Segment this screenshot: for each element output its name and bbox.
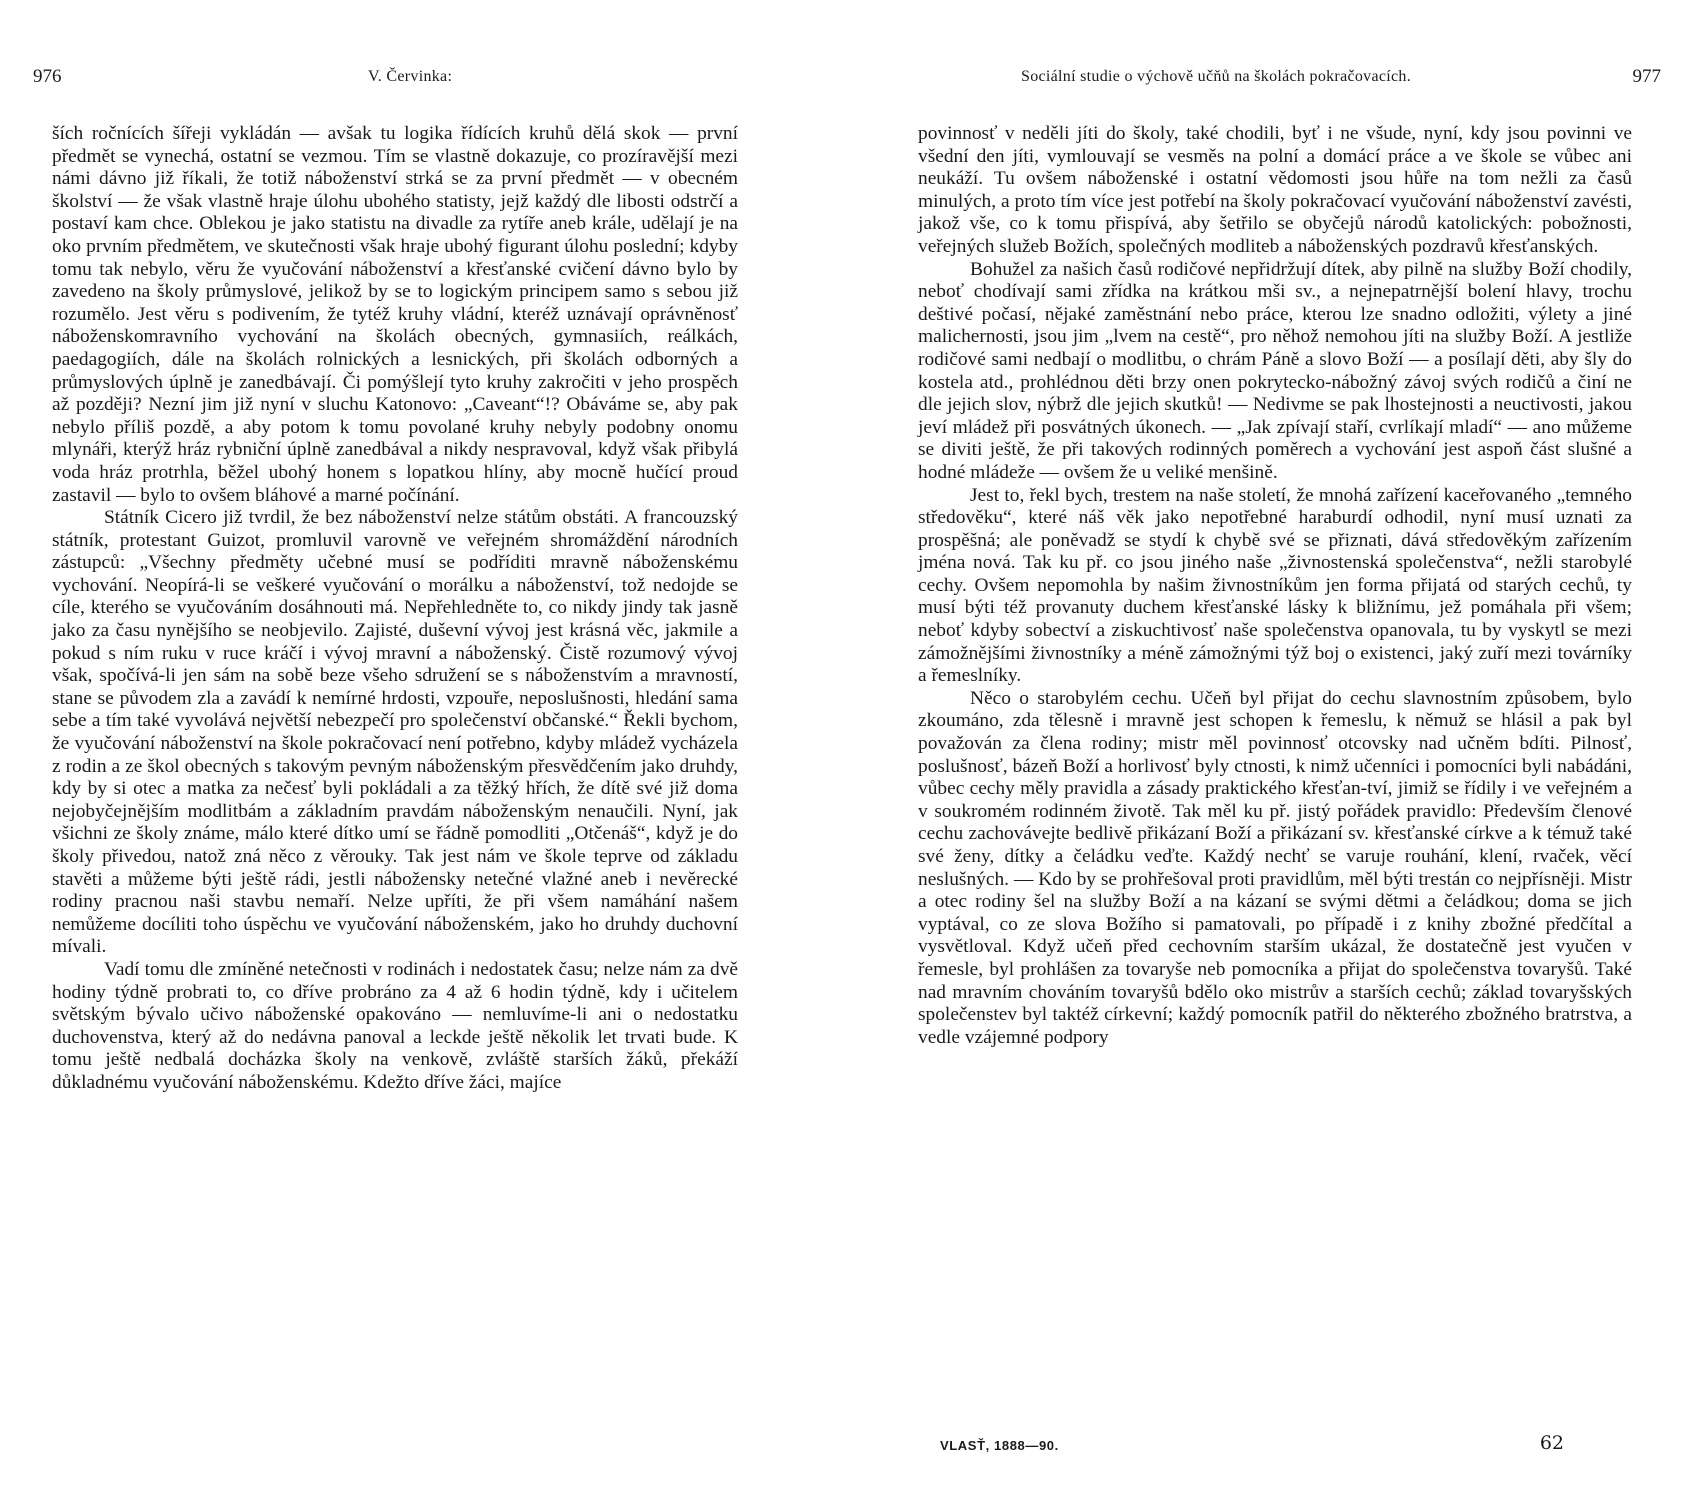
paragraph: Bohužel za našich časů rodičové nepřidržují dítek, aby pilně na služby Boží chodily, neboť chodívají sami zřídka na krátkou mši sv., a nejnepatrnější bolení hlavy, trochu deštivé počasí, nějaké zaměstnání nebo práce, kterou lze snadno odložiti, výlety a jiné malichernosti, jsou jim „lvem na cestě“, pro něhož nemohou jíti na služby Boží. A jestliže rodičové sami nedbají o modlitbu, o chrám Páně a slovo Boží — a posílají děti, aby šly do kostela atd., prohlédnou děti brzy onen pokrytecko-nábožný závoj svých rodičů a činí ne dle jejich slov, nýbrž dle jejich skutků! — Nedivme se pak lhostejnosti a neuctivosti, jakou jeví mládež při posvátných úkonech. — „Jak zpívají staří, cvrlíkají mladí“ — ano můžeme se diviti ještě, že při takových rodinných poměrech a vychování jest aspoň část slušné a hodné mládeže — ovšem že u veliké menšině. [918,258,1632,483]
sheet-number: 62 [1539,1432,1564,1454]
paragraph: Státník Cicero již tvrdil, že bez náboženství nelze státům obstáti. A francouzský státník, protestant Guizot, promluvil varovně ve veřejném shromáždění národních zástupců: „Všechny předměty učebné musí se podříditi mravně náboženskému vychování. Neopírá-li se veškeré vyučování o morálku a náboženství, tož nedojde se cíle, kterého se vyučováním dosáhnouti má. Nepřehledněte to, co nikdy jindy tak jasně jako za času nynějšího se neobjevilo. Zajisté, duševní vývoj jest krásná věc, jakmile a pokud s ním ruku v ruce kráčí i vývoj mravní a náboženský. Čistě rozumový vývoj však, spočívá-li jen sám na sobě beze všeho sdružení se s náboženstvím a mravností, stane se původem zla a zavádí k nemírné hrdosti, vzpouře, neposlušnosti, hledání sama sebe a tím také vyvolává největší nebezpečí pro společenství občanské.“ Řekli bychom, že vyučování náboženství na škole pokračovací není potřebno, kdyby mládež vycházela z rodin a ze škol obecných s takovým pevným náboženským přesvědčením jako druhdy, kdy by si otec a matka za nečesť byli pokládali a za těžký hřích, že dítě své již doma nejobyčejnějším modlitbám a základním pravdám náboženským nenaučili. Nyní, jak všichni ze školy známe, málo které dítko umí se řádně pomodliti „Otčenáš“, když je do školy přivedou, natož zná něco z věrouky. Tak jest nám ve škole teprve od základu stavěti a můžeme býti ještě rádi, jestli nábožensky netečné vlažné aneb i nevěrecké rodiny pracnou naši stavbu nemaří. Nelze upříti, že při všem namáhání našem nemůžeme docíliti toho úspěchu ve vyučování náboženském, jako ho druhdy duchovní mívali. [52,507,738,958]
paragraph: Jest to, řekl bych, trestem na naše století, že mnohá zařízení kaceřovaného „temného středověku“, které náš věk jako nepotřebné haraburdí odhodil, nyní musí uznati za prospěšná; ale poněvadž se stydí k chybě své se přiznati, dává středověkým zařízením jména nová. Tak ku př. co jsou jiného naše „živnostenská společenstva“, nežli starobylé cechy. Ovšem nepomohla by našim živnostníkům jen forma přijatá od starých cechů, ty musí býti též provanuty duchem křesťanské lásky k bližnímu, jež pomáhala při všem; neboť kdyby sobectví a ziskuchtivosť naše společenstva opanovala, tu by vyskytl se mezi zámožnějšími živnostníky a méně zámožnými týž boj o existenci, jaký zuří mezi továrníky a řemeslníky. [918,484,1632,687]
right-body-text [918,123,1632,1049]
right-running-title: Sociální studie o výchově učňů na školách pokračovacích. [1021,68,1412,85]
paragraph: Něco o starobylém cechu. Učeň byl přijat do cechu slavnostním způsobem, bylo zkoumáno, zda tělesně i mravně jest schopen k řemeslu, k němuž se hlásil a pak byl považován za člena rodiny; mistr měl povinnosť otcovsky nad učněm bdíti. Pilnosť, poslušnosť, bázeň Boží a horlivosť byly ctnosti, k nimž učenníci i pomocníci byli nabádáni, vůbec cechy měly pravidla a zásady praktického křesťan-tví, jimiž se řídily i ve veřejném a v soukromém rodinném životě. Tak měl ku př. jistý pořádek pravidlo: Především členové cechu zachovávejte bedlivě přikázaní Boží a přikázaní sv. křesťanské církve a k témuž také své ženy, dítky a čeládku veďte. Každý nechť se varuje rouhání, klení, rvaček, věcí neslušných. — Kdo by se prohřešoval proti pravidlům, měl býti trestán co nejpřísněji. Mistr a otec rodiny šel na služby Boží a na kázaní se svými dětmi a čeládkou; doma se jich vyptával, co ze slova Božího si pamatovali, po případě i z knihy zbožné předčítal a vysvětloval. Když učeň před cechovním starším ukázal, že dostatečně jest vyučen v řemesle, byl prohlášen za tovaryše neb pomocníka a přijat do společenstva tovaryšů. Také nad mravním chováním tovaryšů bdělo oko mistrův a starších cechů; základ tovaryšských společenstev byl taktéž církevní; každý pomocník patřil do některého zbožného bratrstva, a vedle vzájemné podpory [918,687,1632,1048]
paragraph: povinnosť v neděli jíti do školy, také chodili, byť i ne všude, nyní, kdy jsou povinni ve všední den jíti, vymlouvají se vesměs na polní a domácí práce a ve škole se vůbec ani neukáží. Tu ovšem náboženské i ostatní vědomosti jsou hůře na tom nežli za časů minulých, a proto tím více jest potřebí na školy pokračovací vyučování náboženství zavésti, jakož vše, co k tomu přispívá, aby šetřilo se obyčejů národů katolických: pobožnosti, veřejných služeb Božích, společných modliteb a náboženských pozdravů křesťanských. [918,123,1632,257]
left-page-number: 976 [33,66,62,87]
right-footer [940,1432,1564,1460]
printer-signature: VLASŤ, 1888—90. [940,1438,1059,1453]
paragraph: ších ročnících šířeji vykládán — avšak tu logika řídících kruhů dělá skok — první předmět se vynechá, ostatní se vezmou. Tím se vlastně dokazuje, co prozíravější mezi námi dávno již říkali, že totiž náboženství strká se za první předmět — v obecném školství — že však vlastně hraje úlohu ubohého statisty, jejž každý dle libosti odstrčí a postaví kam chce. Oblekou je jako statistu na divadle za rytíře aneb krále, udělají je na oko prvním předmětem, ve skutečnosti však hraje ubohý figurant úlohu poslední; kdyby tomu tak nebylo, věru že vyučování náboženství a křesťanské cvičení dávno bylo by zavedeno na školy průmyslové, jelikož by se to logickým principem samo s sebou již rozumělo. Jest věru s podivením, že tytéž kruhy vládní, kteréž uznávají oprávněnosť náboženskomravního vychování na školách obecných, gymnasiích, reálkách, paedagogiích, dále na školách rolnických a lesnických, při školách odborných a průmyslových úplně je zanedbávají. Či pomýšlejí tyto kruhy zakročiti v jeho prospěch až později? Nezní jim již nyní v sluchu Katonovo: „Caveant“!? Obáváme se, aby pak nebylo příliš pozdě, a aby potom k tomu povolané kruhy nebyly podobny onomu mlynáři, kterýž hráz rybniční úplně zanedbával a nikdy nespravoval, když však přibylá voda hráz protrhla, běžel ubohý honem s lopatkou hlíny, aby mocně hučící proud zastavil — bylo to ovšem bláhové a marné počínání. [52,123,738,506]
left-body-text [52,123,738,1095]
right-running-head [1021,66,1661,90]
right-page [851,0,1702,1500]
left-running-title: V. Červinka: [368,68,453,85]
paragraph: Vadí tomu dle zmíněné netečnosti v rodinách i nedostatek času; nelze nám za dvě hodiny týdně probrati to, co dříve probráno za 4 až 6 hodin týdně, kdy i učitelem světským bývalo učivo náboženské opakováno — nemluvíme-li ani o nedostatku duchovenstva, který až do nedávna panoval a leckde ještě několik let trvati bude. K tomu ještě nedbalá docházka školy na venkově, zvláště starších žáků, překáží důkladnému vyučování náboženskému. Kdežto dříve žáci, majíce [52,958,738,1093]
left-running-head [33,66,843,90]
right-page-number: 977 [1632,66,1661,87]
